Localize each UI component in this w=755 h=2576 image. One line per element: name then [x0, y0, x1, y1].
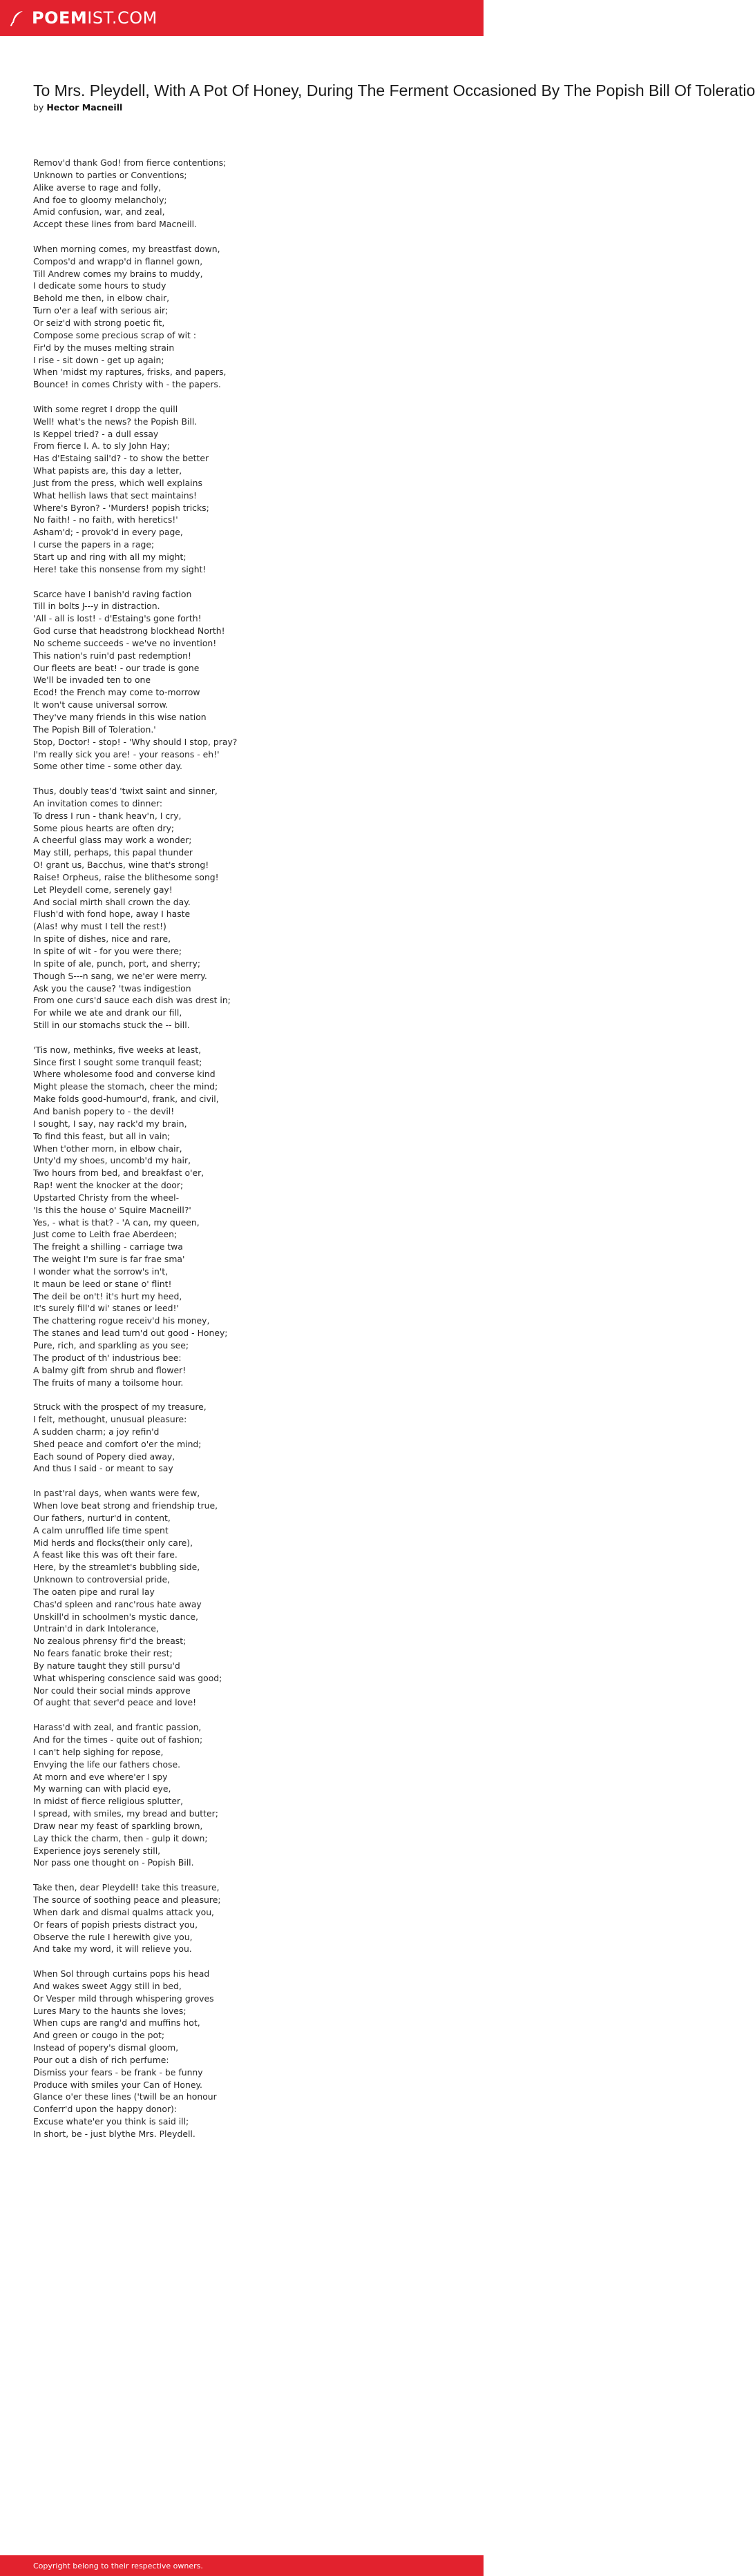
logo-text-light: IST.COM: [87, 8, 157, 28]
poem-line: I sought, I say, nay rack'd my brain,: [33, 1118, 187, 1129]
poem-line: Or fears of popish priests distract you,: [33, 1919, 198, 1930]
poem-line: Compos'd and wrapp'd in flannel gown,: [33, 255, 203, 267]
poem-line: Chas'd spleen and ranc'rous hate away: [33, 1598, 202, 1609]
poem-line: For while we ate and drank our fill,: [33, 1007, 182, 1018]
poem-line: In past'ral days, when wants were few,: [33, 1488, 200, 1499]
poem-line: Since first I sought some tranquil feast;: [33, 1056, 202, 1067]
poem-line: 'Tis now, methinks, five weeks at least,: [33, 1044, 202, 1055]
poem-line: I curse the papers in a rage;: [33, 539, 155, 550]
poem-line: My warning can with placid eye,: [33, 1783, 171, 1794]
poem-line: Some pious hearts are often dry;: [33, 822, 175, 833]
poem-line: The weight I'm sure is far frae sma': [33, 1254, 185, 1265]
stanza: [33, 1487, 448, 1709]
poem-line: Amid confusion, war, and zeal,: [33, 206, 165, 217]
poem-line: Till in bolts J---y in distraction.: [33, 601, 160, 612]
poem-line: Start up and ring with all my might;: [33, 552, 187, 562]
poem-line: Of aught that sever'd peace and love!: [33, 1697, 197, 1708]
poem-line: And for the times - quite out of fashion;: [33, 1734, 203, 1745]
poem-line: When love beat strong and friendship true,: [33, 1500, 218, 1511]
poem-line: Lay thick the charm, then - gulp it down;: [33, 1832, 208, 1843]
poem-line: I dedicate some hours to study: [33, 280, 166, 291]
poem-line: Just from the press, which well explains: [33, 477, 202, 488]
poem-line: When Sol through curtains pops his head: [33, 1968, 210, 1979]
poem-line: Draw near my feast of sparkling brown,: [33, 1820, 203, 1831]
poem-line: Lures Mary to the haunts she loves;: [33, 2005, 187, 2016]
poem-line: Shed peace and comfort o'er the mind;: [33, 1438, 202, 1449]
poem-line: O! grant us, Bacchus, wine that's strong!: [33, 860, 209, 871]
poem-line: Our fleets are beat! - our trade is gone: [33, 662, 200, 673]
author-link[interactable]: Hector Macneill: [46, 102, 123, 113]
by-label: by: [33, 102, 44, 113]
poem-line: Here! take this nonsense from my sight!: [33, 563, 207, 574]
poem-header: [0, 36, 755, 113]
poem-line: Mid herds and flocks(their only care),: [33, 1537, 193, 1548]
poem-line: No faith! - no faith, with heretics!': [33, 514, 178, 525]
poem-line: No scheme succeeds - we've no invention!: [33, 637, 217, 648]
poem-line: By nature taught they still pursu'd: [33, 1660, 180, 1671]
poem-line: Unskill'd in schoolmen's mystic dance,: [33, 1611, 198, 1622]
poem-line: And banish popery to - the devil!: [33, 1105, 175, 1116]
poem-line: A cheerful glass may work a wonder;: [33, 835, 192, 846]
poem-line: Excuse whate'er you think is said ill;: [33, 2116, 189, 2127]
poem-line: And wakes sweet Aggy still in bed,: [33, 1980, 182, 1991]
poem-line: When 'midst my raptures, frisks, and papers,: [33, 367, 227, 378]
poem-line: Some other time - some other day.: [33, 761, 182, 772]
poem-line: Where wholesome food and converse kind: [33, 1069, 216, 1080]
poem-line: And thus I said - or meant to say: [33, 1463, 173, 1474]
poem-line: In spite of dishes, nice and rare,: [33, 933, 171, 945]
poem-line: Instead of popery's dismal gloom,: [33, 2042, 179, 2053]
poem-line: No fears fanatic broke their rest;: [33, 1648, 173, 1659]
poem-line: I'm really sick you are! - your reasons - eh!': [33, 748, 220, 759]
stanza: [33, 243, 448, 391]
poem-line: Experience joys serenely still,: [33, 1845, 161, 1856]
poem-line: Two hours from bed, and breakfast o'er,: [33, 1168, 204, 1179]
poem-line: When dark and dismal qualms attack you,: [33, 1906, 214, 1917]
logo-text: [32, 8, 157, 28]
poem-line: This nation's ruin'd past redemption!: [33, 650, 191, 661]
poem-line: At morn and eve where'er I spy: [33, 1771, 168, 1782]
poem-line: Might please the stomach, cheer the mind;: [33, 1081, 218, 1092]
poem-line: The freight a shilling - carriage twa: [33, 1241, 183, 1252]
poem-line: Struck with the prospect of my treasure,: [33, 1402, 207, 1413]
poem-line: A feast like this was oft their fare.: [33, 1549, 178, 1560]
stanza: [33, 1968, 448, 2140]
poem-line: Upstarted Christy from the wheel-: [33, 1192, 180, 1203]
poem-line: And take my word, it will relieve you.: [33, 1944, 192, 1955]
poem-line: Stop, Doctor! - stop! - 'Why should I stop, pray?: [33, 736, 238, 747]
stanza: [33, 1401, 448, 1475]
poem-line: The Popish Bill of Toleration.': [33, 724, 156, 735]
poem-line: The oaten pipe and rural lay: [33, 1586, 155, 1597]
poem-line: 'All - all is lost! - d'Estaing's gone forth!: [33, 613, 202, 624]
site-header: [0, 0, 484, 36]
poem-line: Though S---n sang, we ne'er were merry.: [33, 970, 207, 981]
poem-line: To dress I run - thank heav'n, I cry,: [33, 810, 182, 821]
poem-line: We'll be invaded ten to one: [33, 675, 151, 686]
poem-line: The product of th' industrious bee:: [33, 1352, 182, 1363]
poem-line: Unknown to controversial pride,: [33, 1574, 171, 1585]
poem-line: Remov'd thank God! from fierce contentions;: [33, 157, 227, 168]
poem-line: It's surely fill'd wi' stanes or leed!': [33, 1303, 179, 1314]
poem-line: I spread, with smiles, my bread and butter;: [33, 1808, 218, 1819]
poem-line: Unty'd my shoes, uncomb'd my hair,: [33, 1155, 191, 1166]
poem-line: Unknown to parties or Conventions;: [33, 169, 187, 180]
poem-line: Take then, dear Pleydell! take this treasure,: [33, 1882, 220, 1893]
poem-line: A sudden charm; a joy refin'd: [33, 1426, 160, 1437]
poem-line: In spite of ale, punch, port, and sherry;: [33, 958, 201, 969]
poem-line: Ask you the cause? 'twas indigestion: [33, 982, 191, 994]
poem-line: Where's Byron? - 'Murders! popish tricks;: [33, 502, 209, 513]
poem-line: Compose some precious scrap of wit :: [33, 329, 197, 340]
poem-line: In midst of fierce religious splutter,: [33, 1796, 184, 1807]
poem-line: I rise - sit down - get up again;: [33, 354, 164, 365]
poem-line: Raise! Orpheus, raise the blithesome song!: [33, 871, 219, 882]
poem-line: Let Pleydell come, serenely gay!: [33, 884, 173, 895]
poem-line: And foe to gloomy melancholy;: [33, 194, 167, 205]
poem-line: A calm unruffled life time spent: [33, 1524, 169, 1536]
poem-line: The deil be on't! it's hurt my heed,: [33, 1290, 182, 1301]
poem-line: When t'other morn, in elbow chair,: [33, 1143, 182, 1154]
stanza: [33, 785, 448, 1032]
poem-line: Turn o'er a leaf with serious air;: [33, 305, 169, 316]
poem-line: And social mirth shall crown the day.: [33, 896, 191, 907]
poem-line: From one curs'd sauce each dish was drest in;: [33, 995, 231, 1006]
poem-line: No zealous phrensy fir'd the breast;: [33, 1636, 187, 1647]
poem-line: I felt, methought, unusual pleasure:: [33, 1414, 187, 1425]
poem-line: I can't help sighing for repose,: [33, 1746, 164, 1757]
poem-line: Bounce! in comes Christy with - the papers.: [33, 379, 221, 390]
poem-line: The stanes and lead turn'd out good - Honey;: [33, 1328, 228, 1339]
poem-line: Produce with smiles your Can of Honey.: [33, 2079, 202, 2090]
poem-line: Nor pass one thought on - Popish Bill.: [33, 1857, 194, 1868]
stanza: [33, 157, 448, 231]
poem-body: [33, 157, 448, 2153]
poem-line: Rap! went the knocker at the door;: [33, 1180, 184, 1191]
poem-title: To Mrs. Pleydell, With A Pot Of Honey, During The Ferment Occasioned By The Popish Bill Of Toleratio: [33, 81, 755, 99]
poem-line: It maun be leed or stane o' flint!: [33, 1278, 172, 1289]
poem-line: To find this feast, but all in vain;: [33, 1130, 171, 1141]
poem-line: The fruits of many a toilsome hour.: [33, 1377, 184, 1388]
stanza: [33, 1044, 448, 1389]
poem-line: When cups are rang'd and muffins hot,: [33, 2017, 200, 2028]
stanza: [33, 1881, 448, 1955]
poem-line: (Alas! why must I tell the rest!): [33, 921, 166, 932]
stanza: [33, 1721, 448, 1869]
poem-line: May still, perhaps, this papal thunder: [33, 847, 193, 858]
poem-line: Behold me then, in elbow chair,: [33, 293, 170, 304]
poem-line: Our fathers, nurtur'd in content,: [33, 1512, 171, 1523]
poem-line: Accept these lines from bard Macneill.: [33, 219, 198, 230]
poem-line: It won't cause universal sorrow.: [33, 699, 169, 710]
poem-line: In spite of wit - for you were there;: [33, 946, 182, 956]
stanza: [33, 588, 448, 773]
poem-line: Pure, rich, and sparkling as you see;: [33, 1340, 189, 1350]
poem-line: Yes, - what is that? - 'A can, my queen,: [33, 1217, 200, 1228]
poem-line: I wonder what the sorrow's in't,: [33, 1266, 169, 1277]
poem-line: Or seiz'd with strong poetic fit,: [33, 317, 165, 328]
poem-line: What papists are, this day a letter,: [33, 465, 182, 476]
poem-line: Thus, doubly teas'd 'twixt saint and sinner,: [33, 786, 218, 797]
poem-line: The chattering rogue receiv'd his money,: [33, 1315, 210, 1326]
poem-line: Envying the life our fathers chose.: [33, 1759, 181, 1770]
poem-line: From fierce I. A. to sly John Hay;: [33, 440, 170, 452]
poem-line: And green or cougo in the pot;: [33, 2030, 165, 2041]
poem-line: Make folds good-humour'd, frank, and civil,: [33, 1094, 219, 1105]
poem-line: Just come to Leith frae Aberdeen;: [33, 1229, 178, 1240]
poem-line: Each sound of Popery died away,: [33, 1451, 175, 1462]
poem-line: Or Vesper mild through whispering groves: [33, 1993, 214, 2004]
poem-line: Fir'd by the muses melting strain: [33, 342, 175, 353]
copyright-text: Copyright belong to their respective owners.: [33, 2561, 203, 2570]
poem-line: Well! what's the news? the Popish Bill.: [33, 416, 198, 427]
poem-line: With some regret I dropp the quill: [33, 403, 178, 414]
poem-line: Still in our stomachs stuck the -- bill.: [33, 1020, 190, 1031]
poem-line: What whispering conscience said was good;: [33, 1672, 222, 1683]
poem-line: Has d'Estaing sail'd? - to show the better: [33, 453, 209, 464]
site-logo[interactable]: [8, 8, 157, 28]
poem-line: Pour out a dish of rich perfume:: [33, 2054, 169, 2065]
poem-line: In short, be - just blythe Mrs. Pleydell.: [33, 2129, 195, 2139]
poem-line: They've many friends in this wise nation: [33, 711, 207, 722]
poem-line: A balmy gift from shrub and flower!: [33, 1364, 187, 1375]
poem-line: Observe the rule I herewith give you,: [33, 1931, 193, 1942]
poem-line: Alike averse to rage and folly,: [33, 182, 162, 193]
poem-line: Glance o'er these lines ('twill be an honour: [33, 2091, 217, 2102]
poem-line: Conferr'd upon the happy donor):: [33, 2104, 178, 2115]
poem-line: When morning comes, my breastfast down,: [33, 243, 220, 254]
poem-line: Is Keppel tried? - a dull essay: [33, 428, 159, 439]
poem-line: Here, by the streamlet's bubbling side,: [33, 1562, 200, 1573]
poem-line: Asham'd; - provok'd in every page,: [33, 527, 183, 538]
site-footer: [0, 2555, 484, 2576]
poem-line: An invitation comes to dinner:: [33, 797, 163, 808]
poem-line: Scarce have I banish'd raving faction: [33, 588, 192, 599]
logo-text-bold: POEM: [32, 8, 88, 28]
poem-line: Harass'd with zeal, and frantic passion,: [33, 1722, 202, 1733]
poem-line: What hellish laws that sect maintains!: [33, 490, 198, 501]
poem-line: Ecod! the French may come to-morrow: [33, 687, 200, 698]
poem-line: Dismiss your fears - be frank - be funny: [33, 2066, 203, 2078]
poem-line: God curse that headstrong blockhead North!: [33, 626, 225, 637]
byline: [33, 102, 461, 113]
poem-line: 'Is this the house o' Squire Macneill?': [33, 1204, 191, 1215]
poem-line: The source of soothing peace and pleasure;: [33, 1894, 221, 1905]
feather-icon: [8, 9, 26, 27]
poem-line: Untrain'd in dark Intolerance,: [33, 1623, 159, 1634]
poem-line: Nor could their social minds approve: [33, 1685, 191, 1696]
stanza: [33, 403, 448, 576]
poem-line: Till Andrew comes my brains to muddy,: [33, 268, 203, 279]
poem-line: Flush'd with fond hope, away I haste: [33, 909, 191, 920]
